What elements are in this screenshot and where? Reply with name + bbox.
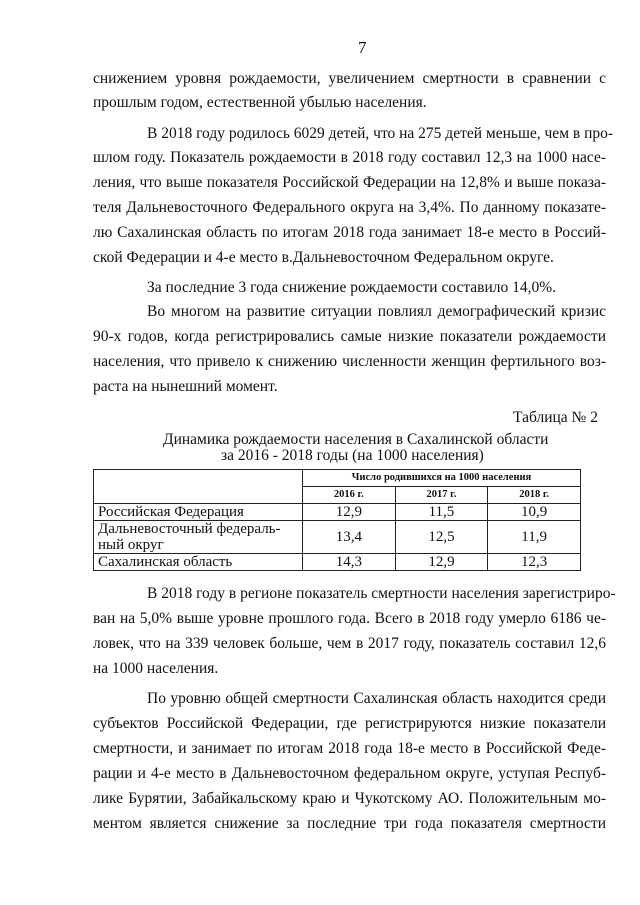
year-header: 2018 г. xyxy=(488,487,581,504)
value-cell: 10,9 xyxy=(488,504,581,521)
text-line: раста на нынешний момент. xyxy=(93,378,278,395)
group-header: Число родившихся на 1000 населения xyxy=(303,470,581,487)
text-line: населения, что привело к снижению численности женщин фертильного воз- xyxy=(93,353,606,370)
region-cell xyxy=(94,521,303,554)
text-line: ван на 5,0% выше уровне прошлого года. Всего в 2018 году умерло 6186 че- xyxy=(93,610,606,627)
value-cell: 12,5 xyxy=(395,521,488,554)
table-row xyxy=(94,504,581,521)
text-line: смертности, и занимает по итогам 2018 года 18-е место в Российской Феде- xyxy=(93,740,606,757)
value-cell: 11,5 xyxy=(395,504,488,521)
text-line: теля Дальневосточного Федерального округа на 3,4%. По данному показате- xyxy=(93,199,606,216)
text-line: Во многом на развитие ситуации повлиял демографический кризис xyxy=(147,303,606,320)
text-line: За последние 3 года снижение рождаемости составило 14,0%. xyxy=(147,279,557,296)
text-line: ской Федерации и 4-е место в.Дальневосточном Федеральном округе. xyxy=(93,249,554,266)
births-table xyxy=(93,469,581,571)
value-cell: 12,9 xyxy=(395,554,488,571)
region-cell-line: ный округ xyxy=(98,537,164,553)
text-line: субъектов Российской Федерации, где регистрируются низкие показатели xyxy=(93,715,606,732)
text-line: рации и 4-е место в Дальневосточном федеральном округе, уступая Респуб- xyxy=(93,765,606,782)
region-cell: Российская Федерация xyxy=(94,504,303,521)
text-line: на 1000 населения. xyxy=(93,660,219,677)
text-line: лике Бурятии, Забайкальскому краю и Чукотскому АО. Положительным мо- xyxy=(93,790,606,807)
table-row xyxy=(94,554,581,571)
table-number: Таблица № 2 xyxy=(513,409,598,426)
text-line: лю Сахалинская область по итогам 2018 года занимает 18-е место в Россий- xyxy=(93,224,606,241)
text-line: прошлым годом, естественной убылью населения. xyxy=(93,94,427,111)
text-line: В 2018 году родилось 6029 детей, что на 275 детей меньше, чем в про- xyxy=(147,125,614,142)
page-number: 7 xyxy=(358,38,367,57)
text-line: По уровню общей смертности Сахалинская область находится среди xyxy=(147,690,606,707)
text-line: 90-х годов, когда регистрировались самые низкие показатели рождаемости xyxy=(93,328,606,345)
table-title: Динамика рождаемости населения в Сахалинской области xyxy=(163,431,549,448)
table-subtitle: за 2016 - 2018 годы (на 1000 населения) xyxy=(221,447,484,464)
value-cell: 12,3 xyxy=(488,554,581,571)
value-cell: 13,4 xyxy=(303,521,396,554)
region-cell-line: Дальневосточный федераль- xyxy=(98,521,281,537)
text-line: ления, что выше показателя Российской Федерации на 12,8% и выше показа- xyxy=(93,174,606,191)
year-header: 2016 г. xyxy=(303,487,396,504)
value-cell: 11,9 xyxy=(488,521,581,554)
text-line: ментом является снижение за последние три года показателя смертности xyxy=(93,815,606,832)
value-cell: 12,9 xyxy=(303,504,396,521)
year-header: 2017 г. xyxy=(395,487,488,504)
text-line: В 2018 году в регионе показатель смертности населения зарегистриро- xyxy=(147,585,616,602)
table-row xyxy=(94,521,581,554)
text-line: шлом году. Показатель рождаемости в 2018 году составил 12,3 на 1000 насе- xyxy=(93,149,606,166)
value-cell: 14,3 xyxy=(303,554,396,571)
table-header-row xyxy=(94,470,581,487)
region-cell: Сахалинская область xyxy=(94,554,303,571)
text-line: снижением уровня рождаемости, увеличением смертности в сравнении с xyxy=(93,70,606,87)
table-corner-cell xyxy=(94,470,303,504)
text-line: ловек, что на 339 человек больше, чем в 2017 году, показатель составил 12,6 xyxy=(93,635,606,652)
